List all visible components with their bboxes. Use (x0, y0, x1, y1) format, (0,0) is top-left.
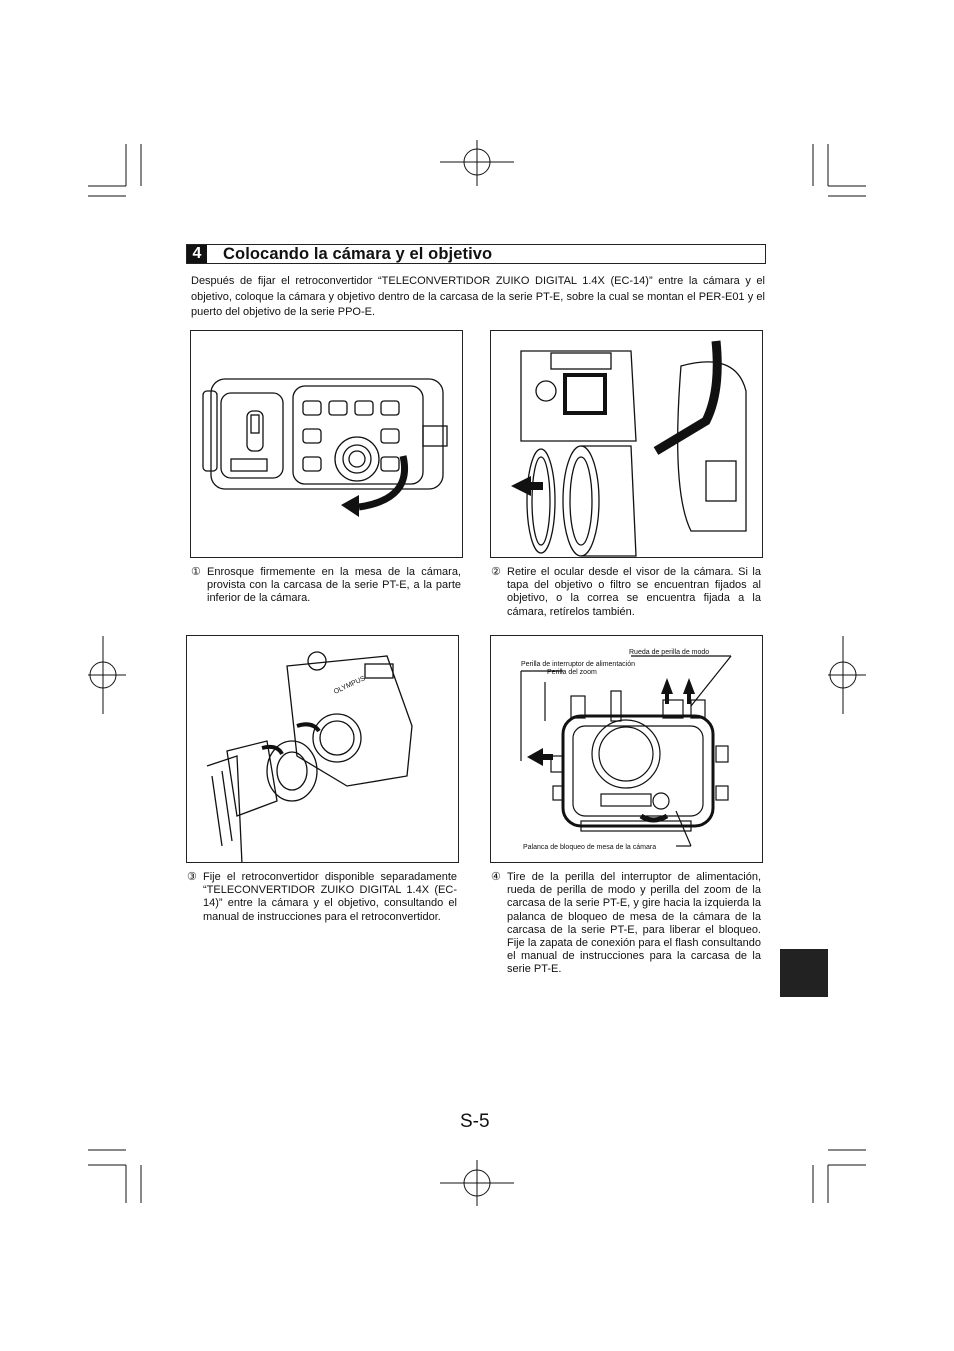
intro-paragraph: Después de fijar el retroconvertidor “TELECONVERTIDOR ZUIKO DIGITAL 1.4X (EC-14)” entre la cámara y el objetivo, coloque la cámara y objetivo dentro de la carcasa de la serie PT-E, sobre la cual se montan el PER-E01 y el puerto del objetivo de la serie PPO-E. (191, 275, 765, 318)
figure-3-teleconverter (186, 635, 459, 863)
camera-tray-illustration (191, 331, 463, 558)
teleconverter-illustration (187, 636, 459, 863)
section-title: Colocando la cámara y el objetivo (223, 244, 493, 263)
step-3-number: ③ (187, 871, 197, 883)
label-mode-dial: Rueda de perilla de modo (629, 649, 710, 656)
step-4-caption (491, 871, 761, 977)
page-number: S-5 (460, 1111, 490, 1132)
step-1-caption (191, 566, 461, 606)
step-4-number: ④ (491, 871, 501, 883)
section-number: 4 (187, 245, 207, 263)
remove-accessories-illustration (491, 331, 763, 558)
figure-4-housing (490, 635, 763, 863)
figure-2-remove-accessories (490, 330, 763, 558)
step-2-caption (491, 566, 761, 619)
label-power-knob: Perilla de interruptor de alimentación (521, 661, 636, 668)
step-2-number: ② (491, 566, 501, 578)
step-4-text: Tire de la perilla del interruptor de alimentación, rueda de perilla de modo y perilla del zoom de la carcasa de la serie PT-E, y gire hacia la izquierda la palanca de bloqueo de mesa de la cámara de la carcasa de la serie PT-E, para liberar el bloqueo. Fije la zapata de conexión para el flash consultando el manual de instrucciones para la carcasa de la serie PT-E. (507, 871, 761, 976)
housing-illustration (491, 636, 763, 863)
label-lock-lever: Palanca de bloqueo de mesa de la cámara (523, 844, 657, 851)
label-zoom-knob: Perilla del zoom (547, 669, 597, 676)
step-1-text: Enrosque firmemente en la mesa de la cámara, provista con la carcasa de la serie PT-E, a la parte inferior de la cámara. (207, 566, 461, 605)
step-3-caption (187, 871, 457, 924)
step-3-text: Fije el retroconvertidor disponible separadamente “TELECONVERTIDOR ZUIKO DIGITAL 1.4X (EC-14)” entre la cámara y el objetivo, consultando el manual de instrucciones para el retroconvertidor. (203, 871, 457, 923)
figure-1-camera-tray (190, 330, 463, 558)
section-heading (186, 244, 766, 264)
step-2-text: Retire el ocular desde el visor de la cámara. Si la tapa del objetivo o filtro se encuentran fijados al objetivo, o la correa se encuentra fijada a la cámara, retírelos también. (507, 566, 761, 618)
section-tab-marker (780, 949, 828, 997)
step-1-number: ① (191, 566, 201, 578)
camera-brand-label: OLYMPUS (332, 675, 367, 696)
